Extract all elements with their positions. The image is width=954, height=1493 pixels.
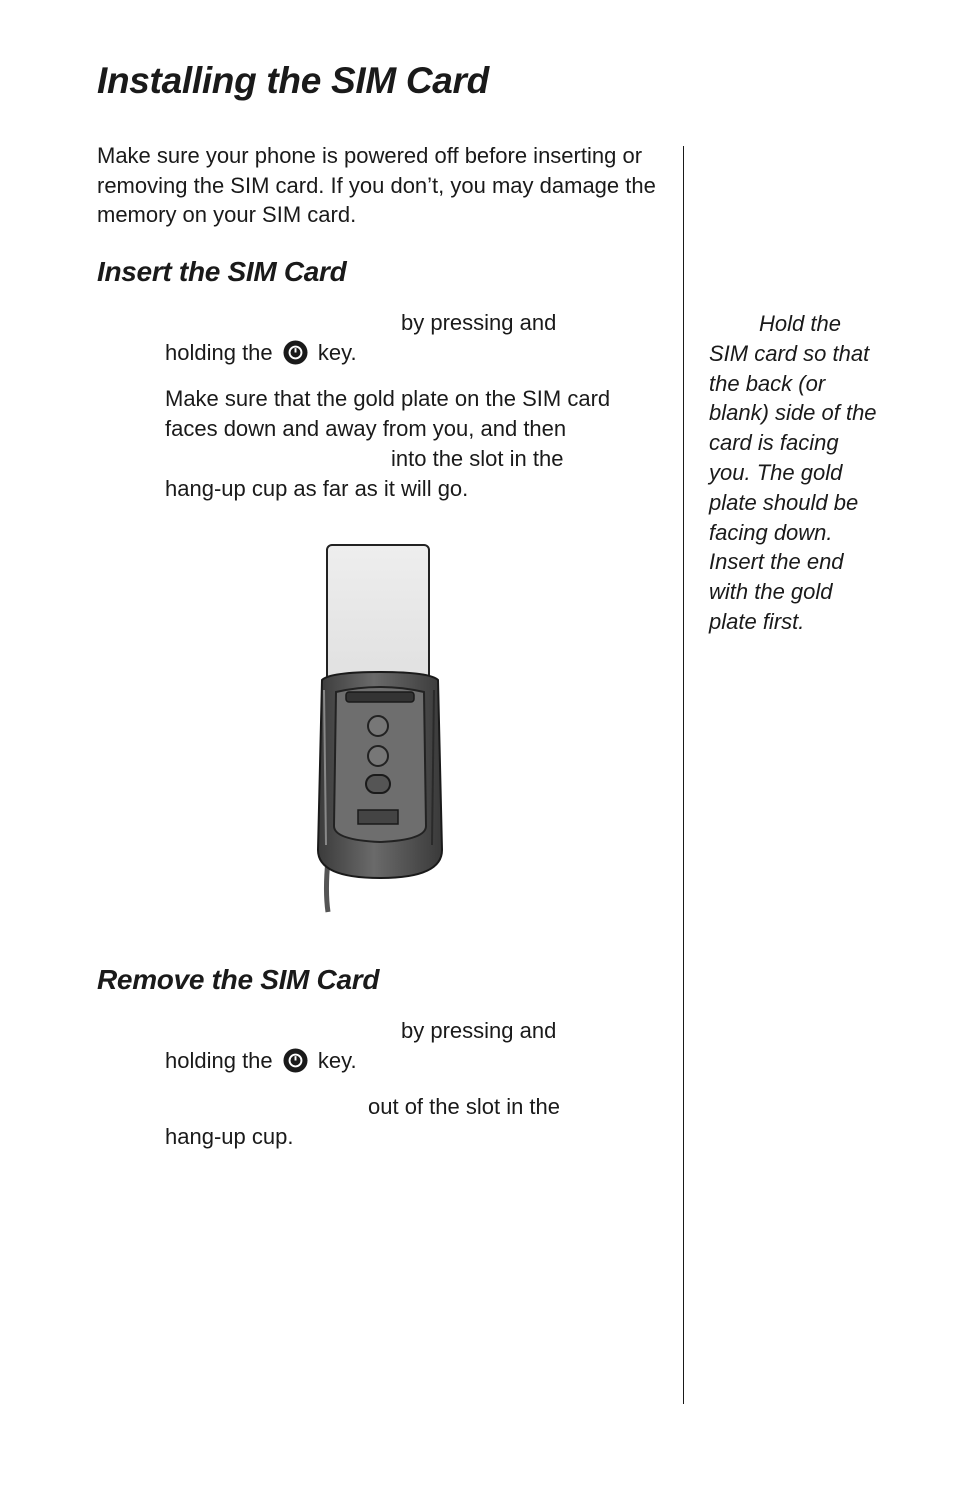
insert-step-1-line-1: by pressing and xyxy=(401,310,557,335)
remove-heading: Remove the SIM Card xyxy=(97,964,380,995)
side-note-text: Hold the SIM card so that the back (or blank) side of the card is facing you. The gold plate should be facing down. Insert the end with the gold plate first. xyxy=(709,311,877,634)
insert-step-2-line-3: into the slot in the xyxy=(391,446,564,471)
intro-paragraph: Make sure your phone is powered off before inserting or removing the SIM card. If you don’t, you may damage the memory on your SIM card. xyxy=(97,143,656,227)
insert-step-1-line-2a: holding the xyxy=(165,340,273,365)
power-key-icon xyxy=(283,340,308,365)
remove-step-2-line-1: out of the slot in the xyxy=(368,1094,561,1119)
power-key-icon xyxy=(283,1048,308,1073)
column-divider xyxy=(683,146,684,1404)
remove-step-1-line-1: by pressing and xyxy=(401,1018,557,1043)
insert-step-1-line-2b: key. xyxy=(317,340,357,365)
insert-step-1 xyxy=(165,308,665,368)
remove-step-1 xyxy=(165,1016,665,1076)
remove-step-1-line-2a: holding the xyxy=(165,1048,273,1073)
insert-heading: Insert the SIM Card xyxy=(97,256,347,287)
remove-step-2 xyxy=(165,1092,665,1152)
page-title: Installing the SIM Card xyxy=(97,60,489,101)
side-note xyxy=(709,309,884,637)
insert-step-2-line-4: hang-up cup as far as it will go. xyxy=(165,476,469,501)
remove-step-1-line-2b: key. xyxy=(317,1048,357,1073)
remove-step-2-line-2: hang-up cup. xyxy=(165,1124,294,1149)
sim-card-illustration xyxy=(300,540,460,920)
insert-step-2 xyxy=(165,384,665,504)
insert-step-2-line-1: Make sure that the gold plate on the SIM card faces down and away from you, and then xyxy=(165,386,611,441)
